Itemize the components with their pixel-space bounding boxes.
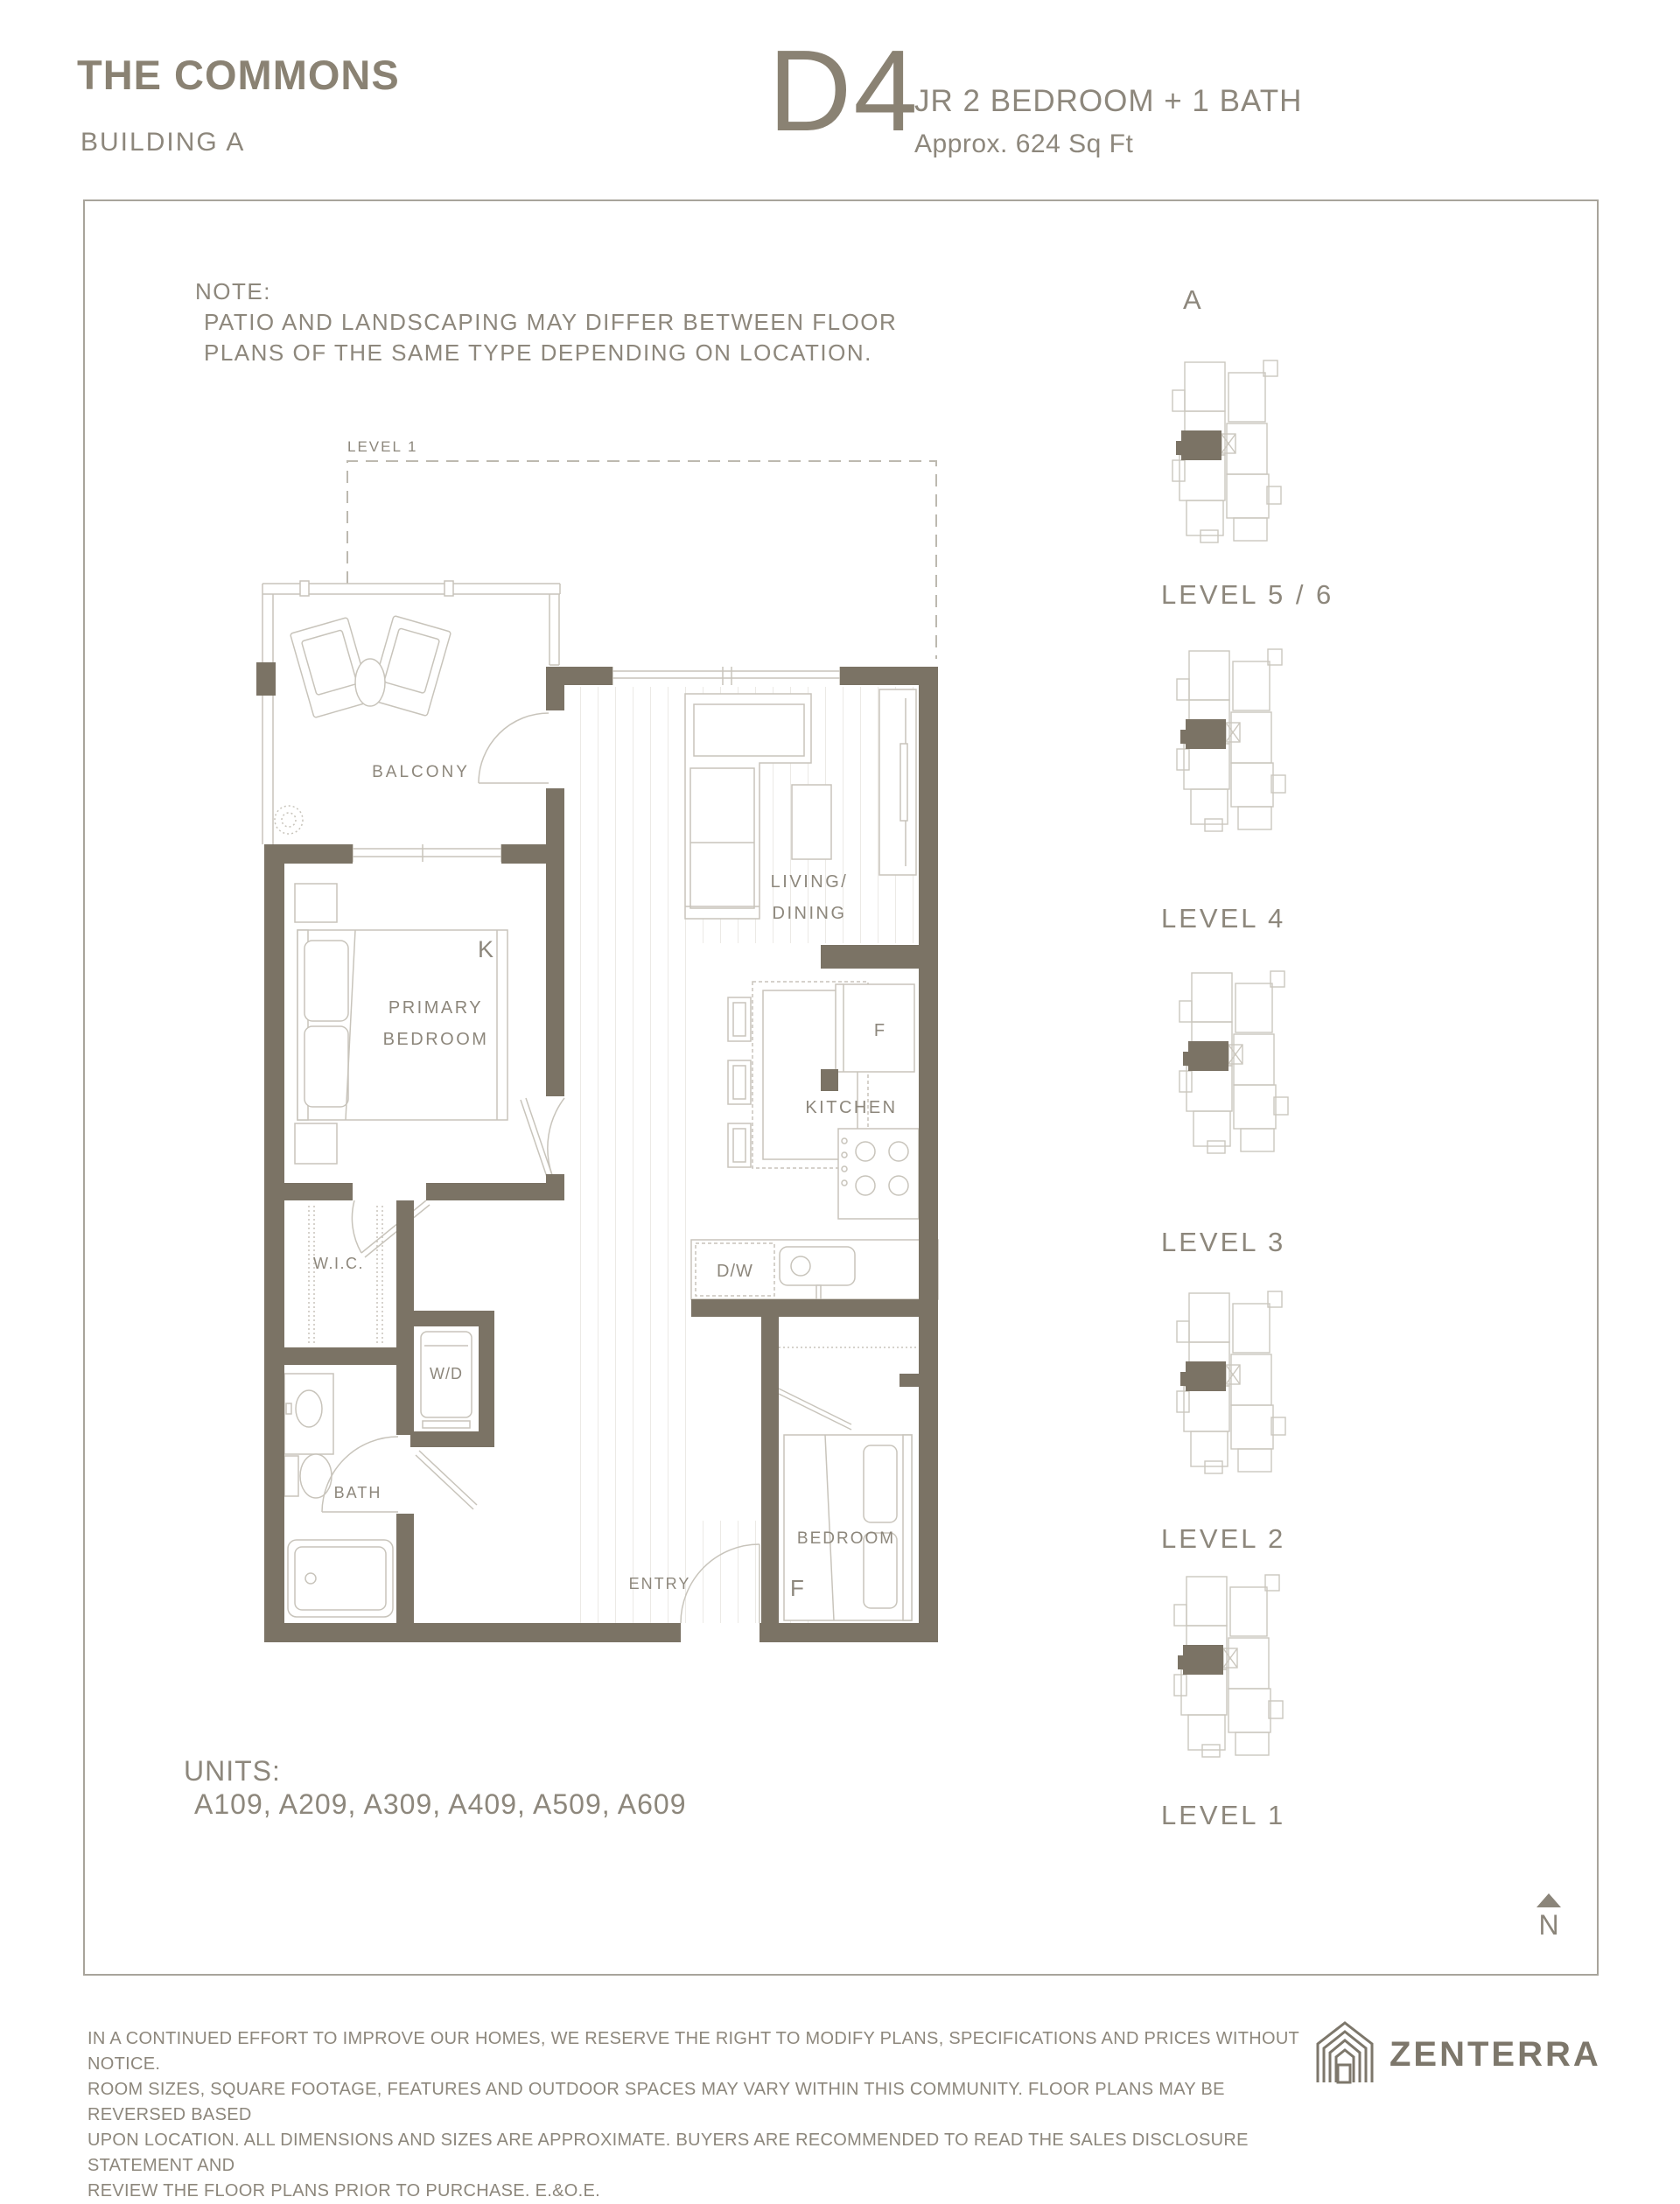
north-label: N xyxy=(1538,1909,1559,1941)
note-title: NOTE: xyxy=(195,278,271,304)
floor-plan xyxy=(248,401,948,1669)
plan-type: JR 2 BEDROOM + 1 BATH xyxy=(914,84,1303,118)
living-label-1: LIVING/ xyxy=(770,872,849,892)
units-title: UNITS: xyxy=(184,1755,281,1787)
keyplan-label-level-4: LEVEL 4 xyxy=(1161,903,1286,934)
keyplan-level-1 xyxy=(1167,1571,1298,1760)
brand-name: ZENTERRA xyxy=(1390,2035,1601,2074)
disclaimer-line-1: IN A CONTINUED EFFORT TO IMPROVE OUR HOMES, WE RESERVE THE RIGHT TO MODIFY PLANS, SPECIFICATIONS AND PRICES WITHOUT NOTICE. xyxy=(88,2029,1299,2074)
full-bed-label: F xyxy=(790,1575,804,1601)
disclaimer-line-2: ROOM SIZES, SQUARE FOOTAGE, FEATURES AND OUTDOOR SPACES MAY VARY WITHIN THIS COMMUNITY. FLOOR PLANS MAY BE REVERSED BASED xyxy=(88,2080,1225,2124)
note-line-2: PLANS OF THE SAME TYPE DEPENDING ON LOCATION. xyxy=(204,339,872,366)
king-bed-label: K xyxy=(477,936,494,962)
media-console xyxy=(879,689,916,875)
second-bedroom xyxy=(779,1347,919,1620)
kitchen xyxy=(691,982,938,1299)
keyplan-level-5-6 xyxy=(1166,357,1297,545)
plan-area: Approx. 624 Sq Ft xyxy=(914,129,1134,158)
keyplan-label-level-5-6: LEVEL 5 / 6 xyxy=(1161,579,1334,610)
north-indicator xyxy=(1530,1888,1568,1941)
units-list: A109, A209, A309, A409, A509, A609 xyxy=(194,1788,687,1820)
note-line-1: PATIO AND LANDSCAPING MAY DIFFER BETWEEN FLOOR xyxy=(204,309,898,335)
keyplan-label-level-2: LEVEL 2 xyxy=(1161,1523,1286,1554)
entry-label: ENTRY xyxy=(628,1575,691,1592)
keyplan-level-4 xyxy=(1170,646,1301,834)
zenterra-logo-icon xyxy=(1309,2016,1381,2086)
keyplan-label-level-3: LEVEL 3 xyxy=(1161,1227,1286,1257)
project-title: THE COMMONS xyxy=(77,52,400,98)
planter-shrub xyxy=(275,806,303,834)
keyplan-label-level-1: LEVEL 1 xyxy=(1161,1800,1286,1830)
washer-dryer-label: W/D xyxy=(430,1365,463,1382)
bedroom-label: BEDROOM xyxy=(796,1529,896,1548)
balcony-side-table xyxy=(355,659,385,706)
living-label-2: DINING xyxy=(772,904,847,923)
disclaimer-line-4: REVIEW THE FLOOR PLANS PRIOR TO PURCHASE. E.&O.E. xyxy=(88,2181,600,2201)
north-arrow-icon xyxy=(1530,1888,1568,1909)
balcony xyxy=(262,581,560,844)
king-bed xyxy=(295,884,508,1164)
dishwasher-label: D/W xyxy=(717,1262,753,1281)
disclaimer xyxy=(88,2026,1304,2204)
disclaimer-line-3: UPON LOCATION. ALL DIMENSIONS AND SIZES ARE APPROXIMATE. BUYERS ARE RECOMMENDED TO READ THE SALES DISCLOSURE STATEMENT AND xyxy=(88,2131,1249,2175)
coffee-table xyxy=(792,785,831,859)
balcony-lounge-chairs xyxy=(290,616,452,718)
balcony-label: BALCONY xyxy=(372,763,470,781)
patio-dashed-outline xyxy=(347,438,936,659)
keyplan-building-label: A xyxy=(1183,284,1204,315)
laundry-closet xyxy=(421,1332,472,1428)
plan-code: D4 xyxy=(768,26,920,155)
walk-in-closet xyxy=(309,1206,382,1344)
primary-bedroom xyxy=(295,884,508,1164)
stove xyxy=(838,1129,919,1219)
patio-level-label: LEVEL 1 xyxy=(347,438,418,455)
bathroom xyxy=(284,1374,393,1617)
keyplan-level-2 xyxy=(1170,1288,1301,1476)
building-subtitle: BUILDING A xyxy=(80,128,246,157)
bath-label: BATH xyxy=(333,1484,382,1501)
primary-bedroom-label-2: BEDROOM xyxy=(382,1030,489,1049)
primary-bedroom-label-1: PRIMARY xyxy=(388,998,484,1018)
fridge-label: F xyxy=(873,1021,886,1040)
wic-label: W.I.C. xyxy=(313,1255,364,1272)
closet-rails xyxy=(309,1206,382,1344)
closet-door-leaf xyxy=(779,1389,851,1430)
keyplan-level-3 xyxy=(1172,968,1304,1156)
note-block xyxy=(195,276,897,368)
kitchen-label: KITCHEN xyxy=(805,1098,898,1117)
